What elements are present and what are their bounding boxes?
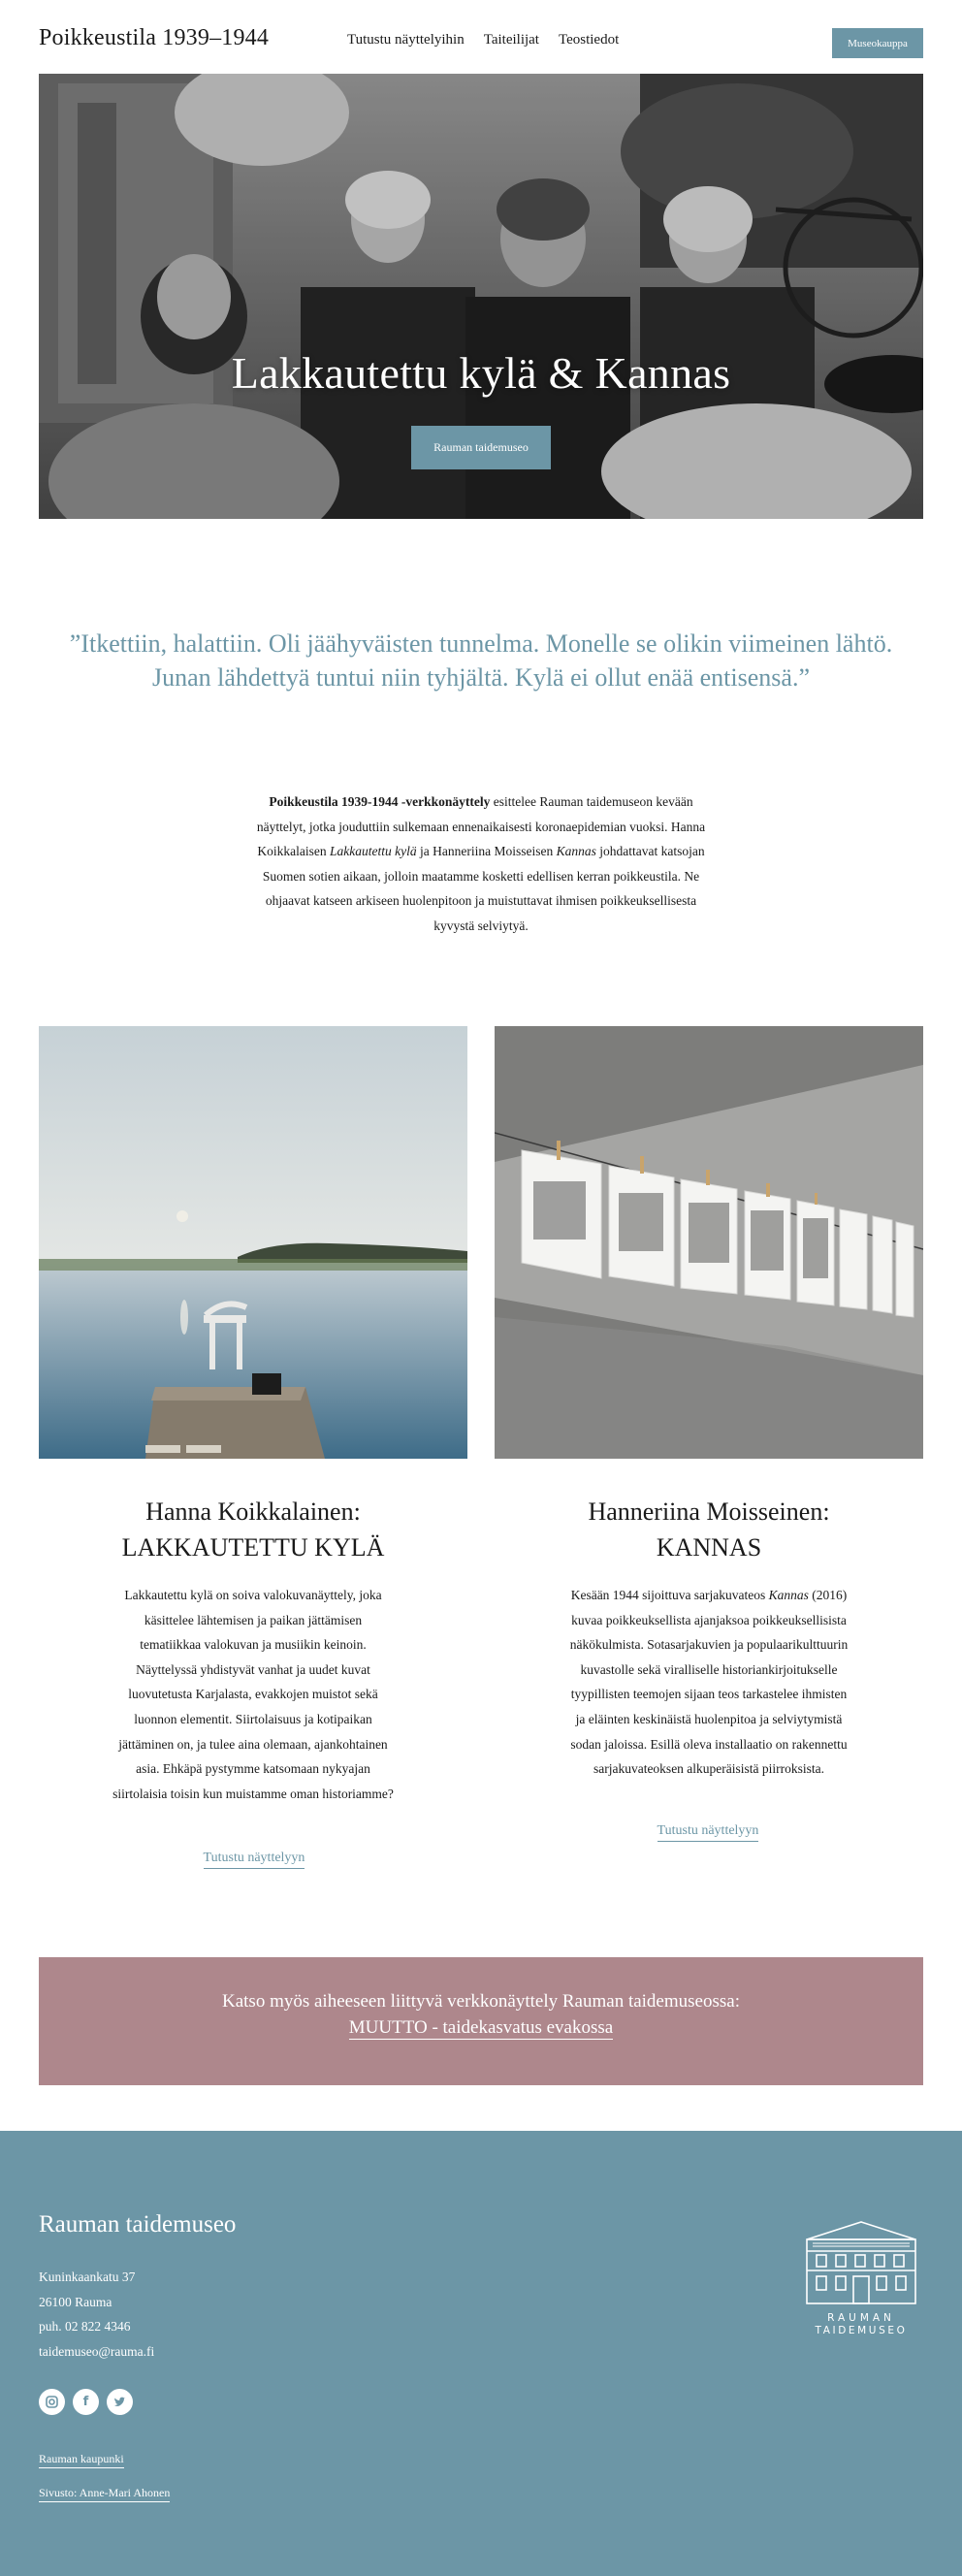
koikkalainen-link[interactable]: [176, 1851, 332, 1866]
lake-photo: [39, 1026, 467, 1459]
intro-italic-1: Lakkautettu kylä: [330, 844, 417, 858]
main-nav: [347, 32, 619, 48]
koikkalainen-exhibition: LAKKAUTETTU KYLÄ: [121, 1533, 385, 1562]
hero-title: Lakkautettu kylä & Kannas: [231, 348, 731, 398]
intro-bold: Poikkeustila 1939-1944 -verkkonäyttely: [269, 794, 491, 809]
moisseinen-artist: Hanneriina Moisseinen:: [588, 1497, 830, 1526]
moisseinen-link[interactable]: [630, 1823, 786, 1839]
nav-artworks[interactable]: Teostiedot: [558, 32, 620, 48]
address-phone: puh. 02 822 4346: [39, 2319, 131, 2334]
hero-banner: [39, 74, 923, 519]
footer-link-credits[interactable]: [39, 2486, 170, 2500]
moisseinen-title: [495, 1494, 923, 1565]
site-title[interactable]: Poikkeustila 1939–1944: [39, 25, 270, 50]
banner-link-label[interactable]: MUUTTO - taidekasvatus evakossa: [348, 2017, 614, 2038]
footer-link-city[interactable]: [39, 2452, 124, 2466]
nav-artists[interactable]: Taiteilijat: [483, 32, 539, 48]
museum-shop-button[interactable]: Museokauppa: [832, 28, 923, 58]
social-links: [39, 2389, 133, 2415]
moisseinen-text-a: Kesään 1944 sijoittuva sarjakuvateos: [570, 1588, 769, 1602]
quote-line-2: Junan lähdettyä tuntui niin tyhjältä. Kylä ei ollut enää entisensä.”: [152, 663, 810, 692]
address-street: Kuninkaankatu 37: [39, 2270, 136, 2284]
moisseinen-description: [568, 1583, 850, 1782]
moisseinen-text-italic: Kannas: [768, 1588, 809, 1602]
intro-part-2: ja Hanneriina Moisseisen: [416, 844, 557, 858]
nav-exhibitions[interactable]: Tutustu näyttelyihin: [347, 32, 465, 48]
koikkalainen-link-label[interactable]: Tutustu näyttelyyn: [204, 1851, 305, 1869]
footer-link-credits-label[interactable]: Sivusto: Anne-Mari Ahonen: [39, 2486, 170, 2502]
logo-text-rauman: RAUMAN: [827, 2312, 895, 2324]
intro-italic-2: Kannas: [556, 844, 596, 858]
address-email[interactable]: taidemuseo@rauma.fi: [39, 2343, 155, 2359]
facebook-icon[interactable]: f: [73, 2389, 99, 2415]
moisseinen-link-label[interactable]: Tutustu näyttelyyn: [657, 1823, 759, 1842]
koikkalainen-description: Lakkautettu kylä on soiva valokuvanäyttely, joka käsittelee lähtemisen ja paikan jättämisen tematiikkaa valokuvan ja musiikin keinoin. Näyttelyssä yhdistyvät vanhat ja uudet kuvat luovutetusta Karjalasta, evakkojen muistot sekä luonnon elementit. Siirtolaisuus ja kotipaikan jättäminen on, ja tulee aina olemaan, ajankohtainen asia. Ehkäpä pystymme katsomaan nykyajan siirtolaisia toisin kun muistamme oman historiamme?: [112, 1588, 394, 1801]
installation-photo: [495, 1026, 923, 1459]
banner-link[interactable]: [39, 2017, 923, 2039]
logo-text-taidemuseo: TAIDEMUSEO: [815, 2325, 908, 2336]
intro-text: [254, 789, 708, 938]
site-header: [0, 0, 962, 76]
instagram-icon[interactable]: [39, 2389, 65, 2415]
hero-museum-button[interactable]: Rauman taidemuseo: [411, 426, 551, 469]
quote: [39, 627, 923, 694]
koikkalainen-artist: Hanna Koikkalainen:: [145, 1497, 361, 1526]
intro-part-1: esittelee Rauman taidemuseon kevään näyttelyt, jotka jouduttiin sulkemaan ennenaikaisesti koronaepidemian vuoksi. Hanna Koikkalaisen: [256, 794, 706, 858]
twitter-icon[interactable]: [107, 2389, 133, 2415]
related-exhibition-banner: [39, 1957, 923, 2085]
moisseinen-exhibition: KANNAS: [656, 1533, 762, 1562]
intro-part-3: johdattavat katsojan Suomen sotien aikaan, jolloin maatamme kosketti edellisen kerran poikkeustila. Ne ohjaavat katseen arkiseen huolenpitoon ja muistuttavat ihmisen poikkeuksellisesta kyvystä selviytyä.: [262, 844, 705, 933]
address-postal: 26100 Rauma: [39, 2294, 112, 2309]
site-footer: [0, 2131, 962, 2576]
footer-link-city-label[interactable]: Rauman kaupunki: [39, 2452, 124, 2468]
koikkalainen-title: [39, 1494, 467, 1565]
quote-line-1: ”Itkettiin, halattiin. Oli jäähyväisten tunnelma. Monelle se olikin viimeinen lähtö.: [69, 629, 893, 658]
moisseinen-text-b: (2016) kuvaa poikkeuksellista ajanjaksoa poikkeuksellisista näkökulmista. Sotasarjakuvien ja populaarikulttuurin kuvastolle sekä viralliselle historiankirjoitukselle tyypillisten teemojen sijaan teos tarkastelee ihmisten ja eläinten keskinäistä huolenpitoa ja selviytymistä sodan jaloissa. Esillä oleva installaatio on rakennettu sarjakuvateoksen alkuperäisistä piirroksista.: [569, 1588, 849, 1777]
banner-text: Katso myös aiheeseen liittyvä verkkonäyttely Rauman taidemuseossa:: [222, 1991, 740, 2012]
footer-address: [39, 2265, 154, 2364]
footer-title: Rauman taidemuseo: [39, 2211, 237, 2238]
